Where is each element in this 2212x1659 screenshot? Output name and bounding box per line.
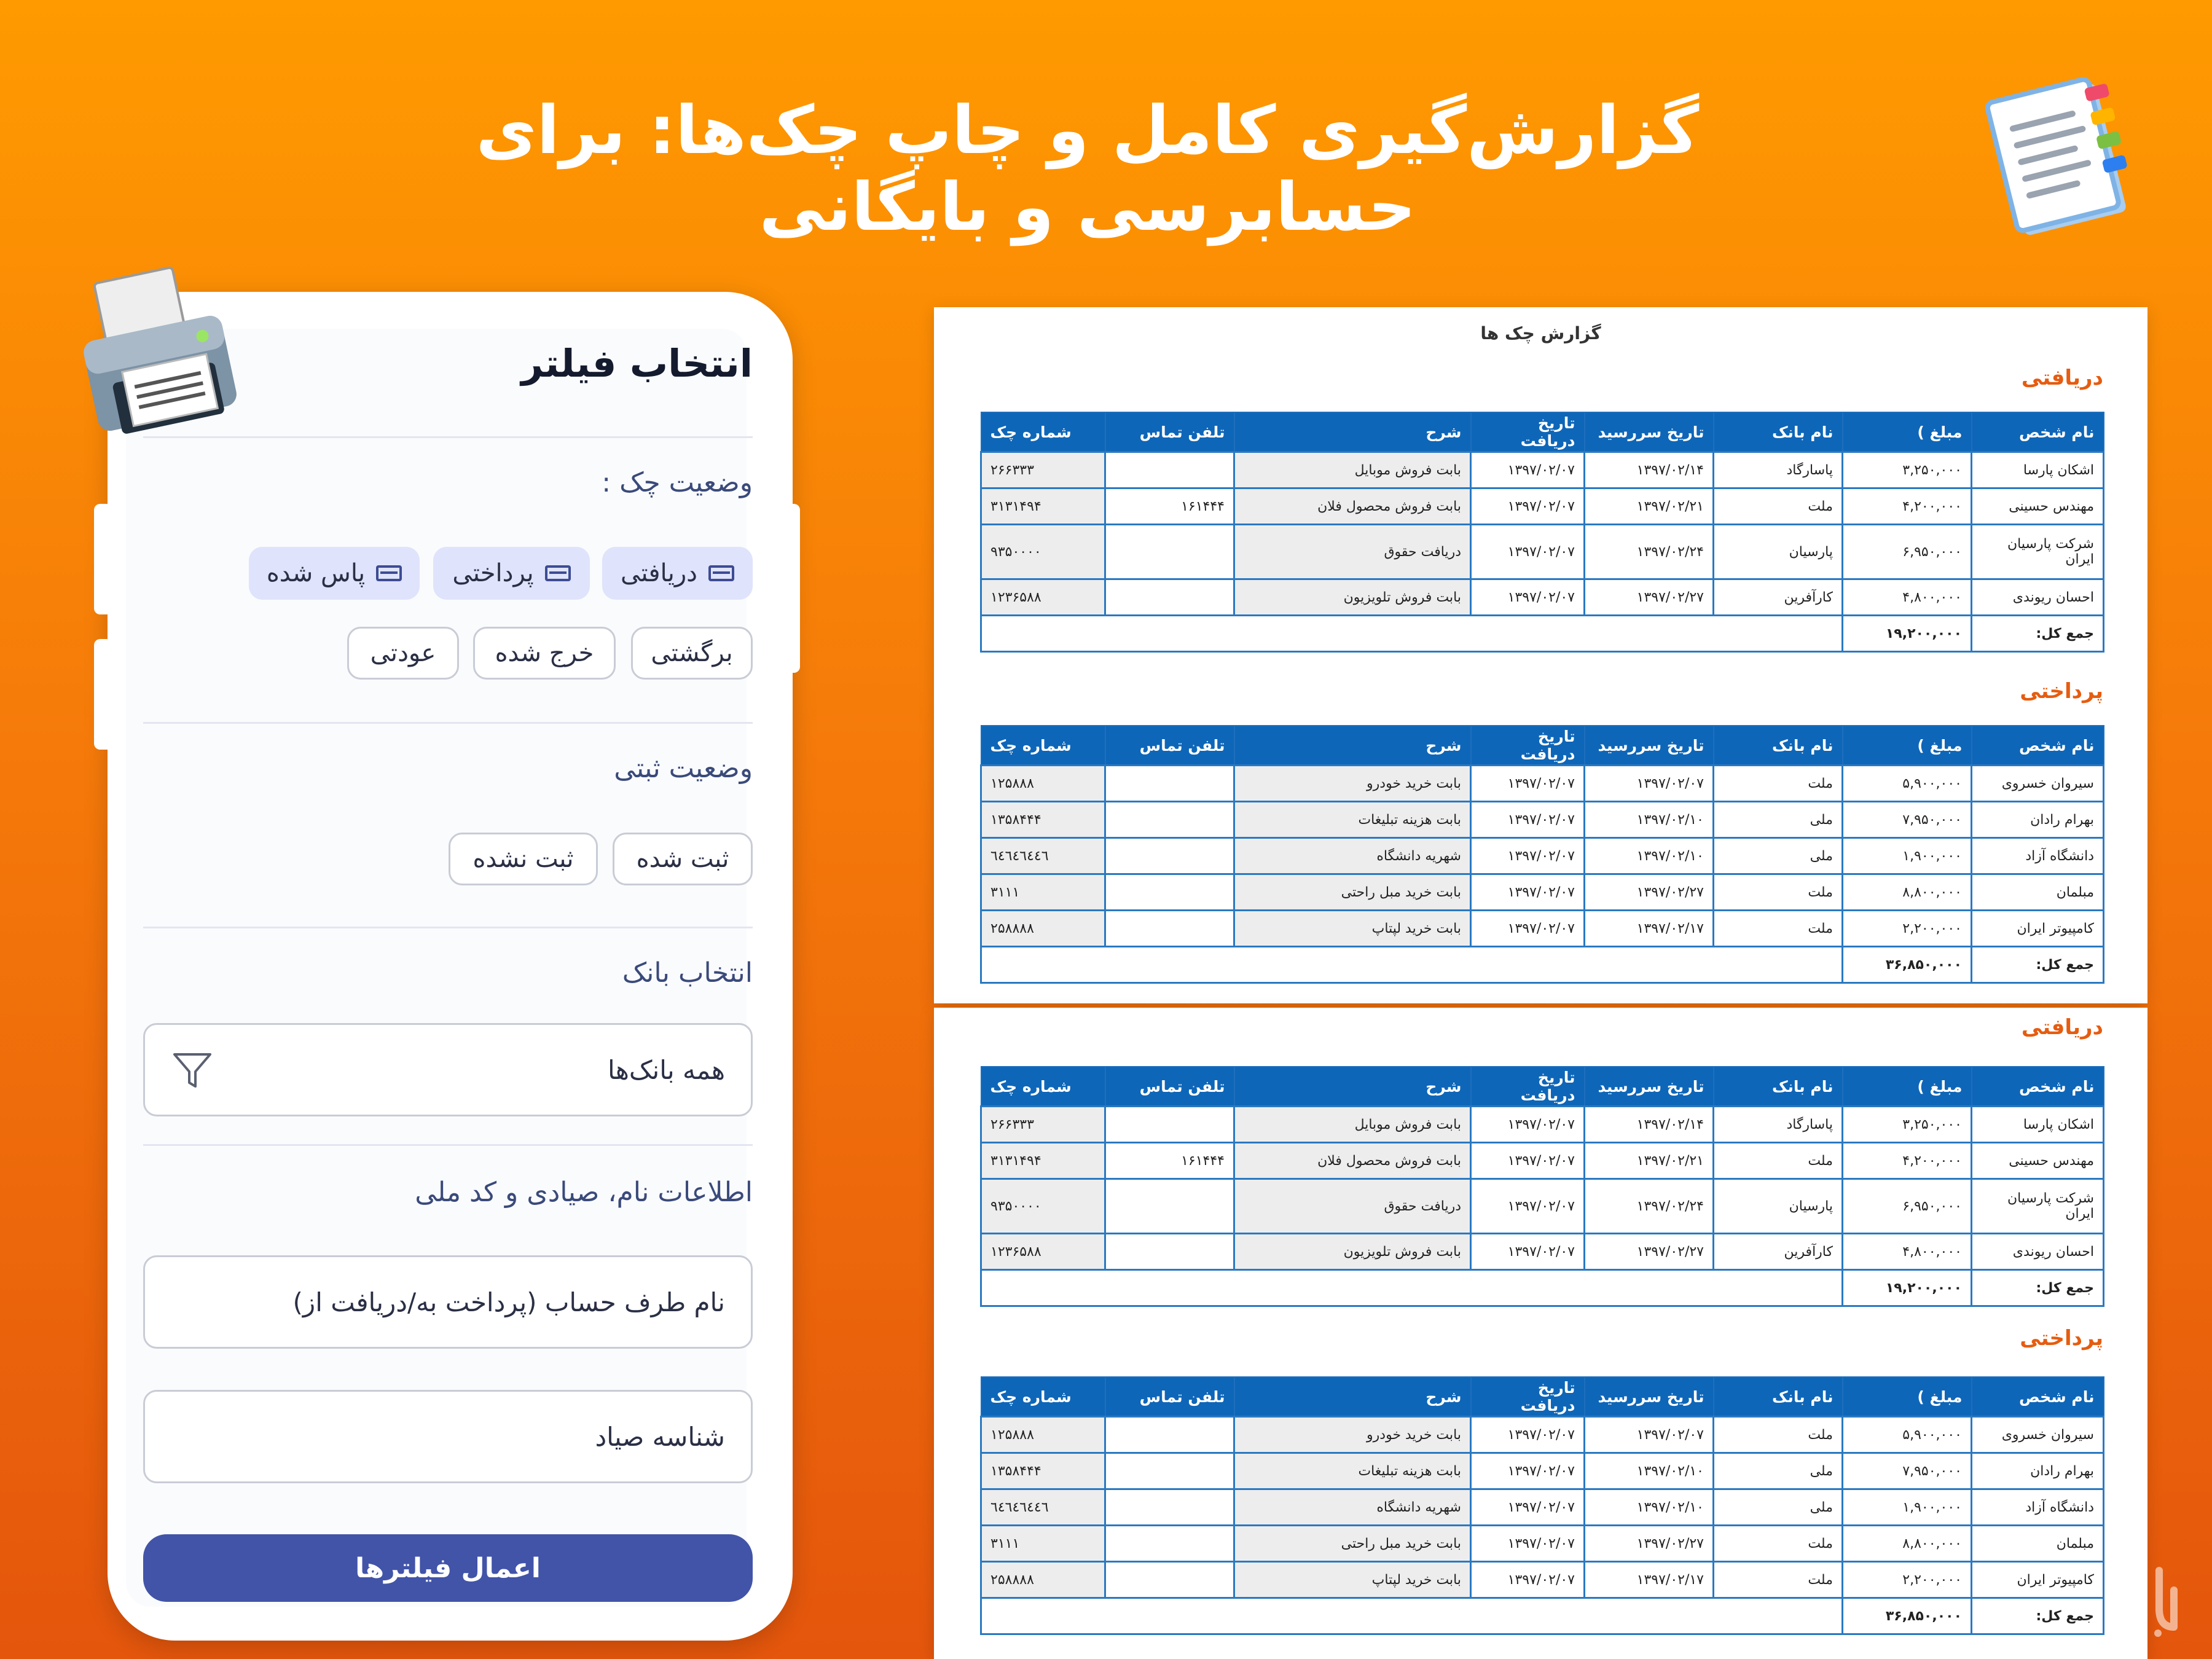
section-paid-title: پرداختی [2020, 679, 2103, 704]
table-cell: بابت فروش محصول فلان [1234, 488, 1471, 525]
table-cell: ۱۳۹۷/۰۲/۱۰ [1585, 1453, 1714, 1489]
table-cell: اشکان پارسا [1972, 1107, 2104, 1143]
column-header: مبلغ ) [1843, 1067, 1972, 1107]
table-cell: پاسارگاد [1714, 1107, 1843, 1143]
column-header: تاریخ سررسید [1585, 1377, 1714, 1417]
table-cell: ۱۳۹۷/۰۲/۰۷ [1471, 766, 1585, 802]
report-page-1 [934, 307, 2147, 1003]
table-cell: بابت فروش موبایل [1234, 452, 1471, 488]
table-cell: ملت [1714, 874, 1843, 911]
table-cell: ۱۳۹۷/۰۲/۰۷ [1471, 911, 1585, 947]
table-cell [1105, 911, 1234, 947]
column-header: شرح [1234, 726, 1471, 766]
column-header: تلفن تماس [1105, 1067, 1234, 1107]
paid-table [980, 1376, 2104, 1635]
table-cell: ۲۶۶۳۳۳ [981, 452, 1105, 488]
total-value: ۳۶,۸۵۰,۰۰۰ [1843, 947, 1972, 983]
table-row [981, 802, 2104, 838]
table-cell: ملت [1714, 1417, 1843, 1453]
table-cell: ۱,۹۰۰,۰۰۰ [1843, 838, 1972, 874]
card-icon [708, 565, 734, 581]
column-header: نام بانک [1714, 1377, 1843, 1417]
table-cell: ملی [1714, 1489, 1843, 1526]
table-row [981, 1489, 2104, 1526]
table-cell: مبلمان [1972, 874, 2104, 911]
table-cell: ۳۱۳۱۴۹۴ [981, 1143, 1105, 1179]
table-cell: ملت [1714, 1526, 1843, 1562]
table-cell: ۳,۲۵۰,۰۰۰ [1843, 1107, 1972, 1143]
column-header: تاریخ سررسید [1585, 1067, 1714, 1107]
table-cell: ۱۳۹۷/۰۲/۰۷ [1471, 1107, 1585, 1143]
table-cell: سیروان خسروی [1972, 1417, 2104, 1453]
table-cell: ملی [1714, 802, 1843, 838]
table-cell [1105, 1417, 1234, 1453]
chip-label: ثبت نشده [473, 845, 574, 873]
table-cell: بابت خرید لپتاپ [1234, 1562, 1471, 1598]
chip-label: ثبت شده [636, 845, 729, 873]
column-header: تاریخ دریافت [1471, 1067, 1585, 1107]
table-cell: ۱۲۳۶۵۸۸ [981, 579, 1105, 616]
table-cell: احسان ریوندی [1972, 579, 2104, 616]
table-cell: ۴,۲۰۰,۰۰۰ [1843, 488, 1972, 525]
table-total-row [981, 616, 2104, 652]
chip-label: برگشتی [651, 639, 733, 667]
column-header: شرح [1234, 412, 1471, 452]
table-cell: شرکت پارسیان ایران [1972, 525, 2104, 579]
table-cell: مهندس حسینی [1972, 1143, 2104, 1179]
chip-returned[interactable] [347, 627, 459, 680]
table-row [981, 838, 2104, 874]
table-row [981, 1562, 2104, 1598]
table-cell: بابت فروش تلویزیون [1234, 1234, 1471, 1270]
filter-title: انتخاب فیلتر [521, 341, 753, 386]
table-cell: بابت فروش محصول فلان [1234, 1143, 1471, 1179]
table-cell [1105, 579, 1234, 616]
table-cell: ۷,۹۵۰,۰۰۰ [1843, 802, 1972, 838]
chip-paid[interactable] [433, 547, 590, 600]
table-cell: پارسیان [1714, 525, 1843, 579]
column-header: تلفن تماس [1105, 726, 1234, 766]
table-cell: دریافت حقوق [1234, 525, 1471, 579]
registration-status-label: وضعیت ثبتی [614, 753, 753, 784]
table-cell: پاسارگاد [1714, 452, 1843, 488]
table-cell: ۶,۹۵۰,۰۰۰ [1843, 1179, 1972, 1234]
table-cell: شهریه دانشگاه [1234, 838, 1471, 874]
table-cell: دانشگاه آزاد [1972, 1489, 2104, 1526]
table-cell: کامپیوتر ایران [1972, 1562, 2104, 1598]
total-value: ۱۹,۲۰۰,۰۰۰ [1843, 1270, 1972, 1306]
table-cell: ۱۶۱۴۴۴ [1105, 1143, 1234, 1179]
table-header-row [981, 1067, 2104, 1107]
watermark-logo [2146, 1566, 2185, 1639]
table-cell [1105, 874, 1234, 911]
table-header-row [981, 1377, 2104, 1417]
table-row [981, 452, 2104, 488]
table-cell: مهندس حسینی [1972, 488, 2104, 525]
table-cell: اشکان پارسا [1972, 452, 2104, 488]
table-cell: ۱۳۹۷/۰۲/۰۷ [1585, 766, 1714, 802]
table-cell: ۱۳۹۷/۰۲/۱۰ [1585, 1489, 1714, 1526]
column-header: تاریخ دریافت [1471, 726, 1585, 766]
table-row [981, 874, 2104, 911]
sayad-id-input[interactable] [143, 1390, 753, 1483]
table-cell: ۱۳۹۷/۰۲/۰۷ [1471, 802, 1585, 838]
table-cell: ملت [1714, 766, 1843, 802]
cheque-status-label: وضعیت چک : [602, 467, 753, 498]
table-cell: ۱۳۹۷/۰۲/۰۷ [1471, 1179, 1585, 1234]
bank-select[interactable] [143, 1023, 753, 1116]
table-cell [1105, 802, 1234, 838]
table-cell: ۱۳۹۷/۰۲/۰۷ [1471, 1143, 1585, 1179]
column-header: نام شخص [1972, 1377, 2104, 1417]
table-cell: مبلمان [1972, 1526, 2104, 1562]
column-header: تاریخ دریافت [1471, 412, 1585, 452]
table-header-row [981, 726, 2104, 766]
paid-table [980, 725, 2104, 984]
table-cell [1105, 1526, 1234, 1562]
table-cell: کارآفرین [1714, 579, 1843, 616]
column-header: نام بانک [1714, 726, 1843, 766]
table-cell: شرکت پارسیان ایران [1972, 1179, 2104, 1234]
chip-label: عودتی [370, 639, 436, 667]
table-cell: دریافت حقوق [1234, 1179, 1471, 1234]
table-row [981, 911, 2104, 947]
table-cell: ۱۳۵۸۴۴۴ [981, 802, 1105, 838]
table-cell: ۱۶۱۴۴۴ [1105, 488, 1234, 525]
table-cell: ۴,۲۰۰,۰۰۰ [1843, 1143, 1972, 1179]
table-cell: ملت [1714, 488, 1843, 525]
column-header: شماره چک [981, 1377, 1105, 1417]
column-header: تاریخ دریافت [1471, 1377, 1585, 1417]
table-cell: ۵,۹۰۰,۰۰۰ [1843, 1417, 1972, 1453]
total-value: ۱۹,۲۰۰,۰۰۰ [1843, 616, 1972, 652]
table-cell: ۱۳۹۷/۰۲/۰۷ [1471, 1526, 1585, 1562]
table-cell: احسان ریوندی [1972, 1234, 2104, 1270]
table-cell: ۵,۹۰۰,۰۰۰ [1843, 766, 1972, 802]
table-total-row [981, 1598, 2104, 1634]
table-cell: دانشگاه آزاد [1972, 838, 2104, 874]
headline: گزارش‌گیری کامل و چاپ چک‌ها: برای حسابرسی و بایگانی [476, 92, 1700, 246]
column-header: تاریخ سررسید [1585, 726, 1714, 766]
table-cell: سیروان خسروی [1972, 766, 2104, 802]
table-row [981, 1526, 2104, 1562]
table-cell [1105, 1562, 1234, 1598]
section-received-title: دریافتی [2021, 366, 2103, 390]
table-row [981, 1143, 2104, 1179]
sayad-id-placeholder: شناسه صیاد [595, 1421, 725, 1452]
table-cell: کارآفرین [1714, 1234, 1843, 1270]
table-cell: بهرام رادان [1972, 1453, 2104, 1489]
table-cell: ۱۳۹۷/۰۲/۲۱ [1585, 1143, 1714, 1179]
table-cell: ۱۳۹۷/۰۲/۲۷ [1585, 1234, 1714, 1270]
table-cell: ۱۲۵۸۸۸ [981, 1417, 1105, 1453]
table-cell: ۱۳۹۷/۰۲/۱۴ [1585, 1107, 1714, 1143]
card-icon [376, 565, 402, 581]
total-label: جمع کل: [1972, 947, 2104, 983]
column-header: نام شخص [1972, 412, 2104, 452]
table-cell: ۱۳۹۷/۰۲/۲۴ [1585, 525, 1714, 579]
card-icon [545, 565, 571, 581]
table-cell: ۱۲۳۶۵۸۸ [981, 1234, 1105, 1270]
table-row [981, 488, 2104, 525]
table-header-row [981, 412, 2104, 452]
chip-bounced[interactable] [631, 627, 753, 680]
table-cell: ملت [1714, 1562, 1843, 1598]
column-header: نام شخص [1972, 1067, 2104, 1107]
column-header: تلفن تماس [1105, 1377, 1234, 1417]
column-header: شرح [1234, 1067, 1471, 1107]
report-page-2 [934, 1008, 2147, 1659]
received-table [980, 1066, 2104, 1307]
column-header: نام بانک [1714, 412, 1843, 452]
table-cell: ۱۳۹۷/۰۲/۱۷ [1585, 911, 1714, 947]
total-label: جمع کل: [1972, 1270, 2104, 1306]
table-cell: ۱۳۹۷/۰۲/۱۷ [1585, 1562, 1714, 1598]
table-cell: ۱۳۹۷/۰۲/۲۷ [1585, 1526, 1714, 1562]
table-cell: بابت هزینه تبلیغات [1234, 802, 1471, 838]
table-cell: ملت [1714, 911, 1843, 947]
table-cell [1105, 1234, 1234, 1270]
column-header: شرح [1234, 1377, 1471, 1417]
total-empty [981, 1270, 1843, 1306]
table-cell: ۶,۹۵۰,۰۰۰ [1843, 525, 1972, 579]
bank-select-value: همه بانک‌ها [607, 1054, 725, 1085]
table-cell: ۹۳۵۰۰۰۰ [981, 525, 1105, 579]
divider [143, 436, 753, 438]
total-label: جمع کل: [1972, 616, 2104, 652]
notebook-icon [1972, 58, 2157, 243]
table-cell: ۲۵۸۸۸۸ [981, 911, 1105, 947]
column-header: نام شخص [1972, 726, 2104, 766]
table-cell: ۱۳۹۷/۰۲/۲۴ [1585, 1179, 1714, 1234]
table-cell: ۹۳۵۰۰۰۰ [981, 1179, 1105, 1234]
table-cell: بابت هزینه تبلیغات [1234, 1453, 1471, 1489]
table-cell: پارسیان [1714, 1179, 1843, 1234]
phone-side-button [94, 639, 112, 750]
table-cell: بهرام رادان [1972, 802, 2104, 838]
table-cell: ۲,۲۰۰,۰۰۰ [1843, 911, 1972, 947]
apply-filters-button[interactable]: اعمال فیلترها [143, 1534, 753, 1602]
table-cell: ۱۳۹۷/۰۲/۰۷ [1471, 874, 1585, 911]
chip-label: پرداختی [452, 559, 534, 587]
table-cell [1105, 1179, 1234, 1234]
table-cell: ۱۳۹۷/۰۲/۰۷ [1471, 488, 1585, 525]
table-cell [1105, 838, 1234, 874]
chip-label: دریافتی [621, 559, 697, 587]
column-header: تلفن تماس [1105, 412, 1234, 452]
table-cell [1105, 1107, 1234, 1143]
table-cell: ۱۳۹۷/۰۲/۱۰ [1585, 802, 1714, 838]
column-header: مبلغ ) [1843, 1377, 1972, 1417]
table-cell: ۳۱۱۱ [981, 1526, 1105, 1562]
bank-select-label: انتخاب بانک [622, 957, 753, 989]
table-row [981, 766, 2104, 802]
table-cell: ۳,۲۵۰,۰۰۰ [1843, 452, 1972, 488]
column-header: نام بانک [1714, 1067, 1843, 1107]
table-cell: ۱۳۹۷/۰۲/۰۷ [1471, 838, 1585, 874]
table-cell: ۴,۸۰۰,۰۰۰ [1843, 579, 1972, 616]
column-header: شماره چک [981, 726, 1105, 766]
total-value: ۳۶,۸۵۰,۰۰۰ [1843, 1598, 1972, 1634]
table-cell: بابت خرید مبل راحتی [1234, 1526, 1471, 1562]
table-total-row [981, 1270, 2104, 1306]
total-empty [981, 1598, 1843, 1634]
table-cell [1105, 1453, 1234, 1489]
column-header: مبلغ ) [1843, 726, 1972, 766]
table-cell: ۳۱۱۱ [981, 874, 1105, 911]
chip-label: پاس شده [266, 559, 366, 587]
table-cell: ۱۳۹۷/۰۲/۰۷ [1471, 1453, 1585, 1489]
table-cell: ۱۳۹۷/۰۲/۱۰ [1585, 838, 1714, 874]
total-label: جمع کل: [1972, 1598, 2104, 1634]
table-row [981, 1107, 2104, 1143]
table-cell: بابت فروش موبایل [1234, 1107, 1471, 1143]
table-cell: ٦٤٦٤٦٤٤٦ [981, 1489, 1105, 1526]
table-cell: ۱۳۹۷/۰۲/۰۷ [1471, 452, 1585, 488]
phone-side-button [782, 504, 800, 673]
table-row [981, 525, 2104, 579]
table-cell: ۲۶۶۳۳۳ [981, 1107, 1105, 1143]
table-cell: بابت خرید خودرو [1234, 1417, 1471, 1453]
table-cell: ملت [1714, 1143, 1843, 1179]
column-header: تاریخ سررسید [1585, 412, 1714, 452]
total-empty [981, 947, 1843, 983]
table-cell: ۱۳۵۸۴۴۴ [981, 1453, 1105, 1489]
table-cell: ٦٤٦٤٦٤٤٦ [981, 838, 1105, 874]
table-cell: ۱۳۹۷/۰۲/۰۷ [1471, 525, 1585, 579]
table-cell: ۱۳۹۷/۰۲/۰۷ [1471, 1562, 1585, 1598]
section-received-title: دریافتی [2021, 1015, 2103, 1040]
table-cell [1105, 525, 1234, 579]
table-cell: ۳۱۳۱۴۹۴ [981, 488, 1105, 525]
table-cell: بابت فروش تلویزیون [1234, 579, 1471, 616]
table-cell: بابت خرید لپتاپ [1234, 911, 1471, 947]
table-cell: ملی [1714, 838, 1843, 874]
table-row [981, 1453, 2104, 1489]
phone-side-button [94, 504, 112, 614]
table-cell: ۷,۹۵۰,۰۰۰ [1843, 1453, 1972, 1489]
table-cell: ۱۳۹۷/۰۲/۱۴ [1585, 452, 1714, 488]
column-header: شماره چک [981, 1067, 1105, 1107]
table-cell: ۱۳۹۷/۰۲/۰۷ [1471, 1417, 1585, 1453]
table-cell [1105, 1489, 1234, 1526]
chip-spent[interactable] [473, 627, 616, 680]
table-cell: بابت خرید خودرو [1234, 766, 1471, 802]
counterparty-name-placeholder: نام طرف حساب (پرداخت به/دریافت از) [292, 1287, 725, 1317]
table-cell: کامپیوتر ایران [1972, 911, 2104, 947]
table-row [981, 579, 2104, 616]
printer-icon [74, 258, 258, 455]
info-label: اطلاعات نام، صیادی و کد ملی [415, 1177, 753, 1208]
section-paid-title: پرداختی [2020, 1326, 2103, 1351]
table-cell: شهریه دانشگاه [1234, 1489, 1471, 1526]
received-table [980, 412, 2104, 653]
table-row [981, 1234, 2104, 1270]
table-row [981, 1417, 2104, 1453]
table-cell: ۸,۸۰۰,۰۰۰ [1843, 1526, 1972, 1562]
table-cell: ۱۳۹۷/۰۲/۲۷ [1585, 874, 1714, 911]
table-cell: ۱۲۵۸۸۸ [981, 766, 1105, 802]
chip-cleared[interactable] [249, 547, 420, 600]
table-cell: بابت خرید مبل راحتی [1234, 874, 1471, 911]
chip-label: خرج شده [495, 639, 594, 667]
table-cell [1105, 452, 1234, 488]
report-title: گزارش چک ها [1480, 323, 1601, 343]
table-cell: ۲۵۸۸۸۸ [981, 1562, 1105, 1598]
table-cell: ۱۳۹۷/۰۲/۰۷ [1585, 1417, 1714, 1453]
table-cell [1105, 766, 1234, 802]
table-cell: ۸,۸۰۰,۰۰۰ [1843, 874, 1972, 911]
table-cell: ۱۳۹۷/۰۲/۰۷ [1471, 1489, 1585, 1526]
table-row [981, 1179, 2104, 1234]
divider [143, 722, 753, 724]
chip-received[interactable] [602, 547, 753, 600]
column-header: شماره چک [981, 412, 1105, 452]
table-cell: ۱۳۹۷/۰۲/۲۷ [1585, 579, 1714, 616]
table-cell: ۱۳۹۷/۰۲/۲۱ [1585, 488, 1714, 525]
table-cell: ۲,۲۰۰,۰۰۰ [1843, 1562, 1972, 1598]
table-cell: ۱۳۹۷/۰۲/۰۷ [1471, 579, 1585, 616]
table-cell: ۱,۹۰۰,۰۰۰ [1843, 1489, 1972, 1526]
counterparty-name-input[interactable] [143, 1255, 753, 1349]
chip-not-registered[interactable] [449, 833, 598, 885]
table-cell: ۱۳۹۷/۰۲/۰۷ [1471, 1234, 1585, 1270]
divider [143, 927, 753, 928]
table-cell: ۴,۸۰۰,۰۰۰ [1843, 1234, 1972, 1270]
total-empty [981, 616, 1843, 652]
table-total-row [981, 947, 2104, 983]
divider [143, 1144, 753, 1146]
column-header: مبلغ ) [1843, 412, 1972, 452]
funnel-icon [171, 1048, 214, 1091]
table-cell: ملی [1714, 1453, 1843, 1489]
chip-registered[interactable] [613, 833, 753, 885]
